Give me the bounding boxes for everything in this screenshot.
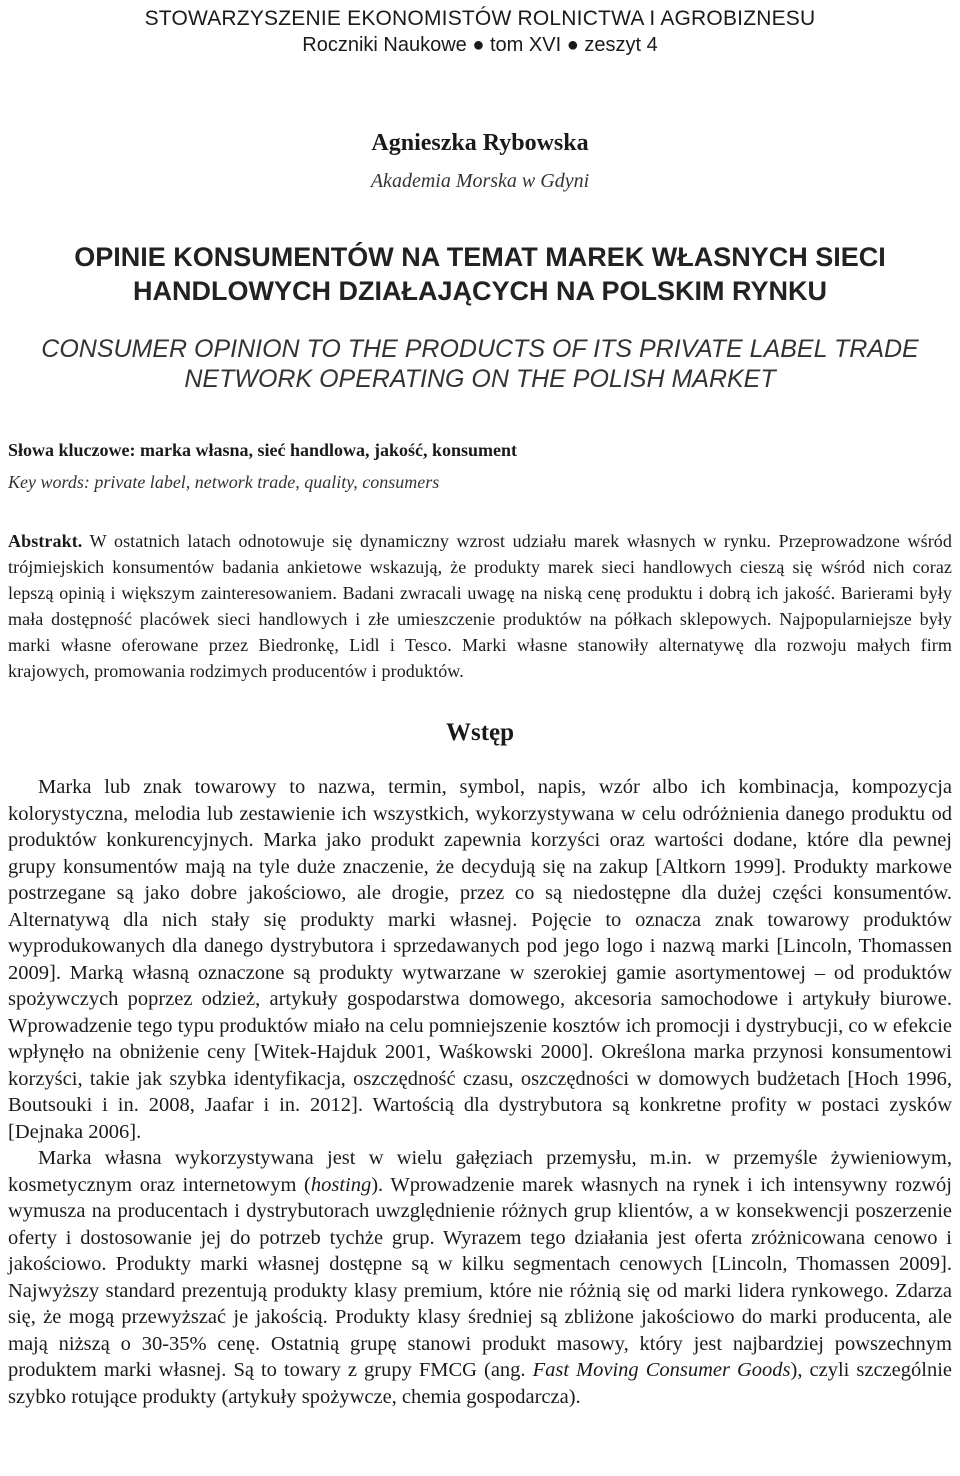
title-polish <box>0 240 960 308</box>
title-english <box>0 334 960 394</box>
paragraph-italic: hosting <box>310 1173 372 1196</box>
author-affiliation: Akademia Morska w Gdyni <box>370 170 590 192</box>
keywords-english: Key words: private label, network trade, quality, consumers <box>8 472 440 492</box>
section-heading: Wstęp <box>445 719 515 746</box>
title-english-line: NETWORK OPERATING ON THE POLISH MARKET <box>184 365 776 393</box>
paragraph-text: Marka własna wykorzystywana jest w wielu gałęziach przemysłu, m.in. w przemyśle żywieniowym, kosmetycznym oraz internetowym ( <box>8 1147 952 1196</box>
journal-issue: Roczniki Naukowe ● tom XVI ● zeszyt 4 <box>302 34 658 56</box>
title-english-line: CONSUMER OPINION TO THE PRODUCTS OF ITS PRIVATE LABEL TRADE <box>41 335 919 363</box>
paragraph-text: ), czyli szczególnie szybko rotujące produkty (artykuły spożywcze, chemia gospodarcza). <box>8 1359 952 1408</box>
title-polish-line: OPINIE KONSUMENTÓW NA TEMAT MAREK WŁASNYCH SIECI <box>74 242 886 272</box>
author-name: Agnieszka Rybowska <box>371 130 589 156</box>
paragraph-italic: Fast Moving Consumer Goods <box>532 1359 791 1381</box>
abstract <box>8 528 952 684</box>
body-text <box>8 774 952 1410</box>
keywords-polish: Słowa kluczowe: marka własna, sieć handlowa, jakość, konsument <box>8 440 518 460</box>
publisher-name: STOWARZYSZENIE EKONOMISTÓW ROLNICTWA I AGROBIZNESU <box>144 7 816 30</box>
paragraph-text: ). Wprowadzenie marek własnych na rynek i ich intensywny rozwój wymusza na producentach i dystrybutorach uwzględnienie różnych grup klientów, a w konsekwencji poszerzenie oferty i dostosowanie jej do potrzeb tychże grup. Wyrazem tego działania jest oferta zróżnicowana cenowo i jakościowo. Produkty marki własnej dostępne są w kilku segmentach cenowych [Lincoln, Thomassen 2009]. Najwyższy standard prezentują produkty klasy premium, które nie różnią się od marki lidera rynkowego. Zdarza się, że mogą przewyższać je jakością. Produkty klasy średniej są zbliżone jakościowo do marki producenta, ale mają niższą o 30-35% cenę. Ostatnią grupę stanowi produkt masowy, który jest najbardziej powszechnym produktem marki własnej. Są to towary z grupy FMCG (ang. <box>8 1173 953 1381</box>
paragraph <box>8 1145 952 1410</box>
journal-header <box>0 0 960 58</box>
abstract-text: W ostatnich latach odnotowuje się dynamiczny wzrost udziału marek własnych w rynku. Przeprowadzone wśród trójmiejskich konsumentów badania ankietowe wskazują, że produkty marek sieci handlowych cieszą się wśród nich coraz lepszą opinią i większym zainteresowaniem. Badani zwracali uwagę na niską cenę produktu i dobrą ich jakość. Barierami były mała dostępność placówek sieci handlowych i złe umieszczenie produktów na półkach sklepowych. Najpopularniejsze były marki własne oferowane przez Biedronkę, Lidl i Tesco. Marki własne stanowiły alternatywę dla rozwoju małych firm krajowych, promowania rodzimych producentów i produktów. <box>8 531 952 681</box>
paragraph: Marka lub znak towarowy to nazwa, termin, symbol, napis, wzór albo ich kombinacja, kompozycja kolorystyczna, melodia lub zestawienie ich wszystkich, wykorzystywana w celu odróżnienia danego produktu od produktów konkurencyjnych. Marka jako produkt zapewnia korzyści oraz wartości dodane, które dla pewnej grupy konsumentów mają na tyle duże znaczenie, że decydują się na zakup [Altkorn 1999]. Produkty markowe postrzegane są jako dobre jakościowo, ale drogie, przez co są niedostępne dla dużej części konsumentów. Alternatywą dla nich stały się produkty marki własnej. Pojęcie to oznacza znak towarowy produktów wyprodukowanych dla danego dystrybutora i sprzedawanych pod jego logo i nazwą marki [Lincoln, Thomassen 2009]. Marką własną oznaczone są produkty wytwarzane w szerokiej gamie asortymentowej – od produktów spożywczych poprzez odzież, artykuły gospodarstwa domowego, akcesoria samochodowe i artykuły biurowe. Wprowadzenie tego typu produktów miało na celu pomniejszenie kosztów ich promocji i dystrybucji, co w efekcie wpłynęło na obniżenie ceny [Witek-Hajduk 2001, Waśkowski 2000]. Określona marka przynosi konsumentowi korzyści, takie jak szybka identyfikacja, oszczędność czasu, oszczędności w domowych budżetach [Hoch 1996, Boutsouki i in. 2008, Jaafar i in. 2012]. Wartością dla dystrybutora są konkretne profity w postaci zysków [Dejnaka 2006]. <box>8 776 952 1143</box>
abstract-label: Abstrakt. <box>8 531 83 551</box>
title-polish-line: HANDLOWYCH DZIAŁAJĄCYCH NA POLSKIM RYNKU <box>133 276 827 306</box>
